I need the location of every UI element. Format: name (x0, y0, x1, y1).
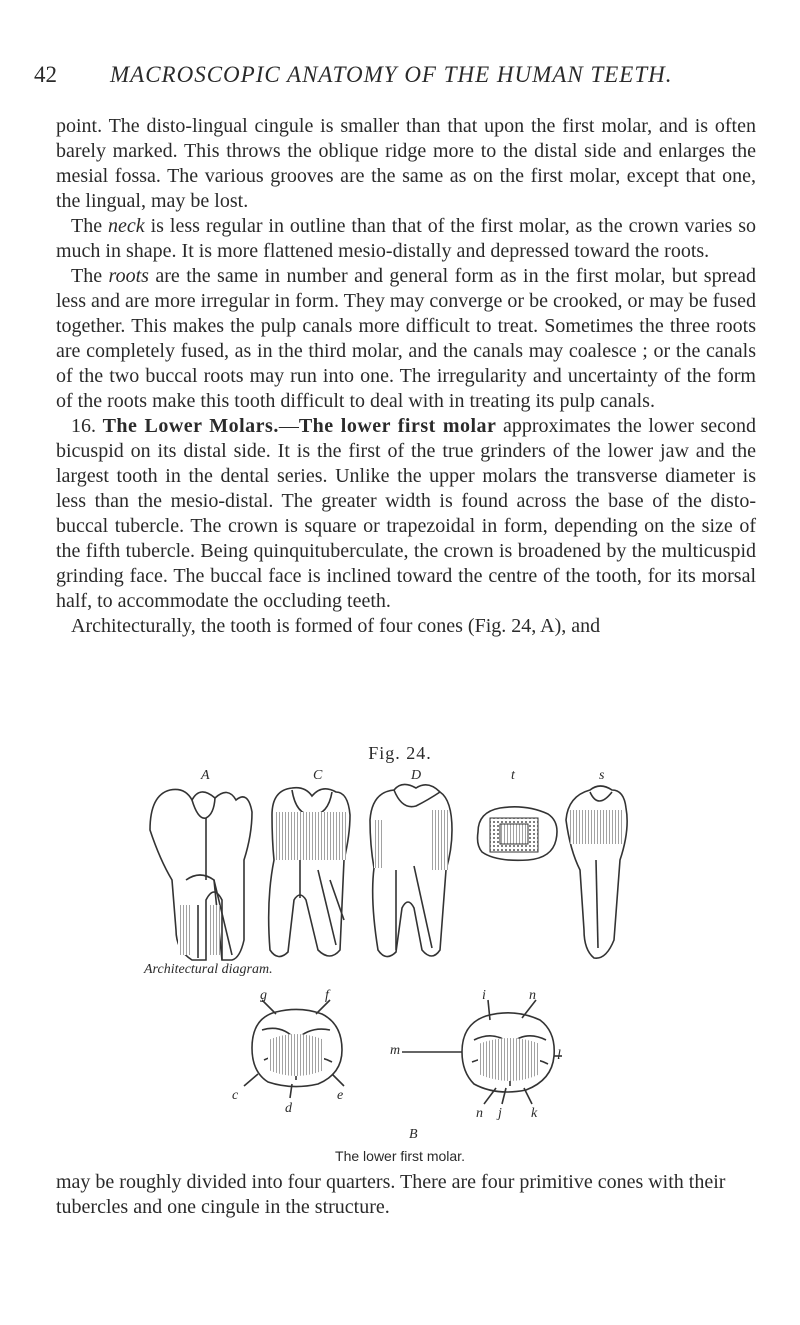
architectural-diagram-caption: Architectural diagram. (144, 962, 273, 977)
tooth-A-architectural (150, 789, 252, 960)
label-B: B (409, 1127, 418, 1142)
label-e: e (337, 1088, 344, 1103)
figure-title: Fig. 24. (368, 743, 432, 763)
text-run: The (71, 215, 109, 237)
label-s: s (599, 768, 605, 783)
tooth-D (370, 784, 452, 956)
text-run: are the same in number and general form as in the first molar, but spread less and are more irregular in form. They may converge or be crooked, or may be fused together. This makes the pulp canals more difficult to treat. Sometimes the three roots are completely fused, as in the third molar, and the canals may coalesce ; or the canals of the two buccal roots may run into one. The irregularity and uncertainty of the form of the roots make this tooth difficult to deal with in treating its pulp canals. (56, 265, 757, 412)
page-number: 42 (34, 62, 57, 87)
tooth-s (566, 786, 627, 958)
paragraph-continuation: may be roughly divided into four quarters. There are four primitive cones with their tubercles and one cingule in the structure. (56, 1171, 726, 1218)
running-title: MACROSCOPIC ANATOMY OF THE HUMAN TEETH. (110, 62, 673, 87)
label-A: A (201, 768, 210, 783)
paragraph-architecturally: Architecturally, the tooth is formed of four cones (Fig. 24, A), and (71, 615, 601, 637)
dash: — (278, 415, 299, 437)
text-run: The (71, 265, 109, 287)
section-heading: The Lower Molars. (102, 415, 279, 437)
term-neck: neck (108, 215, 145, 237)
tooth-B-left-occlusal (244, 1000, 344, 1098)
label-t: t (511, 768, 515, 783)
label-m: m (390, 1043, 401, 1058)
tooth-C (269, 788, 350, 957)
label-C: C (313, 768, 323, 783)
text-run: is less regular in outline than that of the first molar, as the crown varies so much in shape. It is more flattened mesio-distally and depressed toward the roots. (56, 215, 757, 262)
label-f: f (325, 988, 329, 1003)
paragraph-1: point. The disto-lingual cingule is smaller than that upon the first molar, and is often barely marked. This throws the oblique ridge more to the distal side and enlarges the mesial fossa. The various grooves are the same as on the first molar, except that one, the lingual, may be lost. (56, 115, 756, 212)
label-d: d (285, 1101, 292, 1116)
label-k: k (531, 1106, 538, 1121)
term-lower-first-molar: The lower first molar (298, 415, 497, 437)
tooth-t-occlusal (478, 807, 558, 860)
label-n-bottom: n (476, 1106, 483, 1121)
term-roots: roots (108, 265, 149, 287)
label-D: D (411, 768, 422, 783)
tooth-B-right-occlusal (402, 1000, 562, 1104)
figure-caption: The lower first molar. (335, 1148, 465, 1164)
label-l: l (557, 1048, 561, 1063)
bottom-text (56, 1170, 766, 1220)
label-n-top: n (529, 988, 536, 1003)
label-g: g (260, 988, 267, 1003)
section-number: 16. (71, 415, 96, 437)
label-c: c (232, 1088, 239, 1103)
text-run: approximates the lower second bicuspid on its distal side. It is the first of the true grinders of the lower jaw and the largest tooth in the dental series. Unlike the upper molars the transverse diameter is less than the mesio-distal. The greater width is found across the base of the disto-buccal tubercle. The crown is square or trapezoidal in form, depending on the size of the fifth tubercle. Being quinquituberculate, the crown is broadened by the multicuspid grinding face. The buccal face is inclined toward the centre of the tooth, for its morsal half, to accommodate the occluding teeth. (56, 415, 756, 612)
label-j: j (498, 1106, 502, 1121)
label-i: i (482, 988, 486, 1003)
